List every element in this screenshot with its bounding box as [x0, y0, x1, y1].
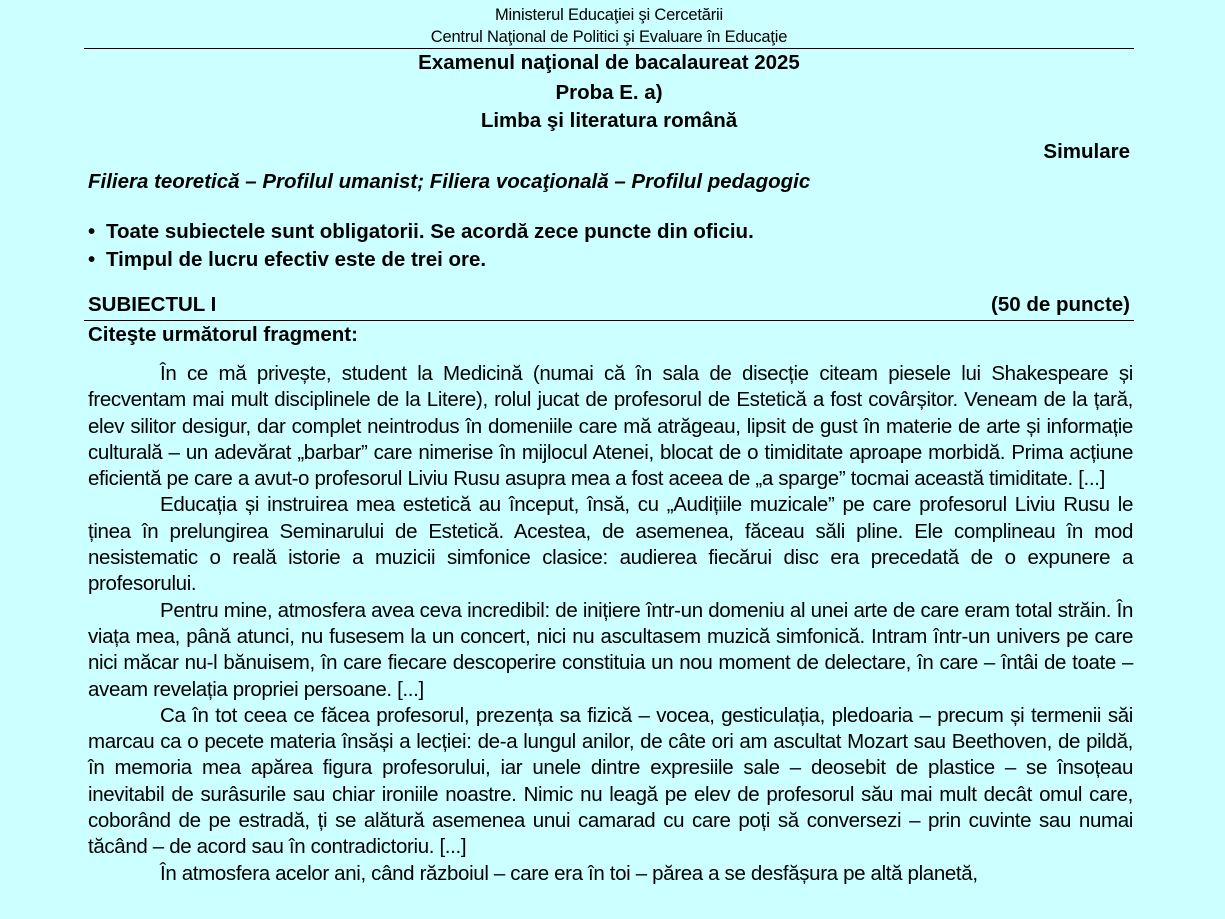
section-name: SUBIECTUL I — [88, 293, 217, 316]
fragment-text — [88, 361, 1133, 887]
fragment-paragraph: Ca în tot ceea ce făcea profesorul, prezența sa fizică – vocea, gesticulația, pledoaria – precum și termenii săi marcau ca o pecete materia însăși a lecției: de-a lungul anilor, de câte ori am ascultat Mozart sau Beethoven, de pildă, în memoria mea apărea figura profesorului, iar unele dintre expresiile sale – deosebit de plastice – se însoțeau inevitabil de surâsurile sau chiar ironiile noastre. Nimic nu leagă pe elev de profesorul său mai mult decât omul care, coborând de pe estradă, ți se alătură asemenea unui camarad cu care poți să conversezi – prin cuvinte sau numai tăcând – de acord sau în contradictoriu. [...] — [88, 703, 1133, 859]
session-label: Simulare — [1043, 140, 1130, 163]
filiera-line: Filiera teoretică – Profilul umanist; Filiera vocaţională – Profilul pedagogic — [88, 170, 811, 193]
section-points: (50 de puncte) — [991, 293, 1130, 316]
center-name: Centrul Naţional de Politici şi Evaluare în Educaţie — [430, 28, 788, 46]
bullet-icon: • — [88, 248, 96, 271]
exam-title: Examenul naţional de bacalaureat 2025 — [418, 51, 800, 74]
instruction-text: Timpul de lucru efectiv este de trei ore. — [106, 248, 487, 271]
section-divider — [84, 320, 1134, 321]
fragment-paragraph: În atmosfera acelor ani, când războiul – care era în toi – părea a se desfășura pe altă planetă, — [160, 861, 978, 885]
fragment-paragraph: Pentru mine, atmosfera avea ceva incredibil: de inițiere într-un domeniu al unei arte de care eram total străin. În viața mea, până atunci, nu fusesem la un concert, nici nu ascultasem muzică simfonică. Intram într-un univers pe care nici măcar nu-l bănuisem, în care fiecare descoperire constituia un nou moment de delectare, în care – întâi de toate – aveam revelația propriei persoane. [...] — [88, 598, 1133, 701]
fragment-paragraph: Educația și instruirea mea estetică au început, însă, cu „Audițiile muzicale” pe care profesorul Liviu Rusu le ținea în prelungirea Seminarului de Estetică. Acestea, de asemenea, făceau săli pline. Ele complineau în mod nesistematic o reală istorie a muzicii simfonice clasice: audierea fiecărui disc era precedată de o expunere a profesorului. — [88, 493, 1133, 596]
section-instruction: Citeşte următorul fragment: — [88, 323, 358, 346]
instruction-item — [88, 219, 754, 245]
instruction-item — [88, 247, 486, 273]
bullet-icon: • — [88, 220, 96, 243]
exam-subject: Limba şi literatura română — [480, 109, 738, 132]
exam-proba: Proba E. a) — [555, 81, 663, 104]
fragment-paragraph: În ce mă privește, student la Medicină (numai că în sala de disecție citeam piesele lui Shakespeare și frecventam mai mult disciplinele de la Litere), rolul jucat de profesorul de Estetică a fost covârșitor. Veneam de la țară, elev silitor desigur, dar complet neintrodus în domeniile care mă atrăgeau, lipsit de gust în materie de arte și informație culturală – un adevărat „barbar” care nimerise în mijlocul Atenei, blocat de o timiditate aproape morbidă. Prima acțiune eficientă pe care a avut-o profesorul Liviu Rusu asupra mea a fost aceea de „a sparge” tocmai această timiditate. [...] — [88, 362, 1133, 491]
header-divider — [84, 48, 1134, 49]
instruction-text: Toate subiectele sunt obligatorii. Se acordă zece puncte din oficiu. — [106, 220, 754, 243]
ministry-name: Ministerul Educaţiei şi Cercetării — [495, 6, 723, 24]
section-header — [88, 292, 1130, 318]
